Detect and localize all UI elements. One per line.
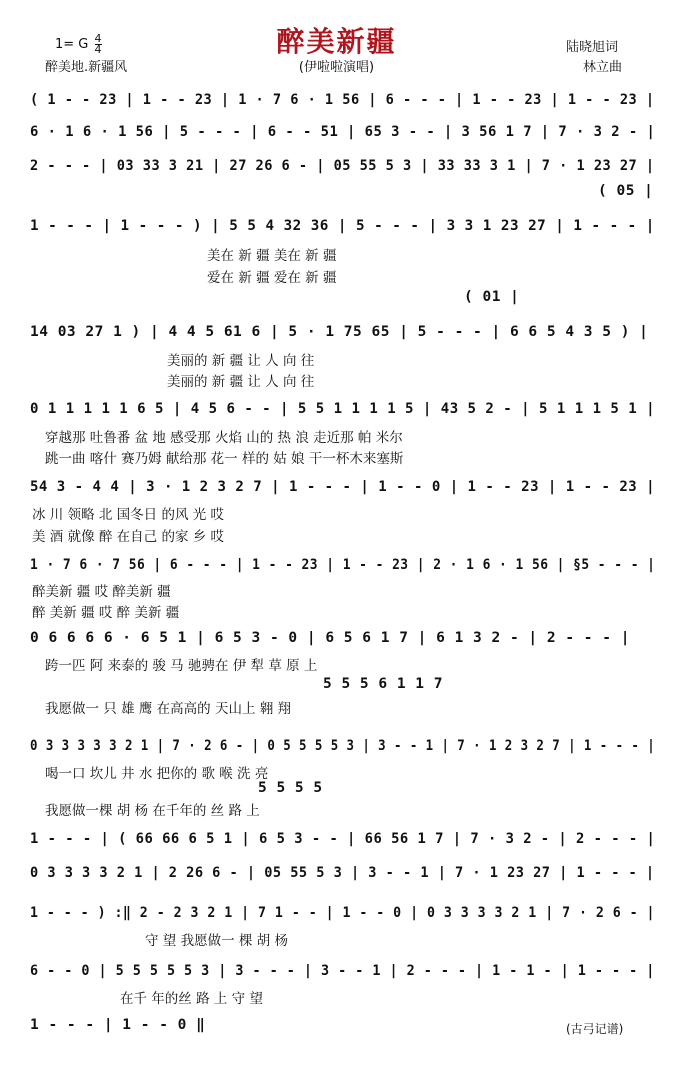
lyric-line: 爱在 新 疆 爱在 新 疆 — [207, 270, 337, 286]
notation-line: 6 · 1 6 · 1 56 | 5 - - - | 6 - - 51 | 65 3 - - | 3 56 1 7 | 7 · 3 2 - | — [30, 124, 656, 140]
notation-line: 0 6 6 6 6 · 6 5 1 | 6 5 3 - 0 | 6 5 6 1 7 | 6 1 3 2 - | 2 - - - | — [30, 630, 630, 646]
notation-line: 1 - - - | 1 - - - ) | 5 5 4 32 36 | 5 - - - | 3 3 1 23 27 | 1 - - - | — [30, 218, 655, 234]
lyric-line: 跨一匹 阿 来泰的 骏 马 驰骋在 伊 犁 草 原 上 — [45, 658, 318, 674]
notation-line: ( 1 - - 23 | 1 - - 23 | 1 · 7 6 · 1 56 | 6 - - - | 1 - - 23 | 1 - - 23 | — [30, 92, 655, 108]
lyric-line: 美 酒 就像 醉 在自己 的家 乡 哎 — [32, 529, 225, 545]
notation-line: 1 - - - | ( 66 66 6 5 1 | 6 5 3 - - | 66 56 1 7 | 7 · 3 2 - | 2 - - - | — [30, 831, 656, 847]
time-top: 4 — [94, 32, 102, 45]
lyric-line: 我愿做一 只 雄 鹰 在高高的 天山上 翱 翔 — [45, 701, 292, 717]
notation-line: 2 - - - | 03 33 3 21 | 27 26 6 - | 05 55 5 3 | 33 33 3 1 | 7 · 1 23 27 | — [30, 158, 655, 174]
notation-line: 6 - - 0 | 5 5 5 5 5 3 | 3 - - - | 3 - - 1 | 2 - - - | 1 - 1 - | 1 - - - | — [30, 963, 655, 979]
lyricist: 陆晓旭词 — [566, 40, 619, 55]
lyric-line: 冰 川 领略 北 国冬日 的风 光 哎 — [32, 507, 225, 523]
subtitle-left: 醉美地.新疆风 — [45, 60, 128, 75]
lyric-line: 醉美新 疆 哎 醉美新 疆 — [32, 584, 171, 600]
notation-line: 0 1 1 1 1 1 6 5 | 4 5 6 - - | 5 5 1 1 1 1 5 | 43 5 2 - | 5 1 1 1 5 1 | — [30, 401, 656, 417]
key-signature — [55, 34, 102, 55]
key-text: 1= G — [55, 37, 89, 52]
lyric-line: 穿越那 吐鲁番 盆 地 感受那 火焰 山的 热 浪 走近那 帕 米尔 — [45, 430, 403, 446]
composer: 林立曲 — [583, 60, 623, 75]
notation-line: 1 - - - ) :‖ 2 - 2 3 2 1 | 7 1 - - | 1 - - 0 | 0 3 3 3 3 2 1 | 7 · 2 6 - | — [30, 905, 656, 921]
notation-line: 5 5 5 5 — [258, 780, 323, 796]
lyric-line: 美在 新 疆 美在 新 疆 — [207, 248, 337, 264]
transcriber-note: (古弓记谱) — [566, 1022, 624, 1036]
lyric-line: 美丽的 新 疆 让 人 向 往 — [167, 353, 315, 369]
notation-line: 0 3 3 3 3 3 2 1 | 7 · 2 6 - | 0 5 5 5 5 3 | 3 - - 1 | 7 · 1 2 3 2 7 | 1 - - - | — [30, 738, 656, 754]
notation-line: 14 03 27 1 ) | 4 4 5 61 6 | 5 · 1 75 65 | 5 - - - | 6 6 5 4 3 5 ) | — [30, 324, 649, 340]
performer-note: (伊啦啦演唱) — [298, 60, 375, 75]
notation-line: 54 3 - 4 4 | 3 · 1 2 3 2 7 | 1 - - - | 1 - - 0 | 1 - - 23 | 1 - - 23 | — [30, 479, 656, 495]
lyric-line: 醉 美新 疆 哎 醉 美新 疆 — [32, 605, 180, 621]
time-signature — [95, 34, 102, 55]
notation-line: 5 5 5 6 1 1 7 — [323, 676, 443, 692]
lyric-line: 在千 年的丝 路 上 守 望 — [120, 991, 263, 1007]
time-bottom: 4 — [94, 43, 102, 56]
notation-line: 1 · 7 6 · 7 56 | 6 - - - | 1 - - 23 | 1 - - 23 | 2 · 1 6 · 1 56 | §5 - - - | — [30, 557, 656, 573]
lyric-line: 美丽的 新 疆 让 人 向 往 — [167, 374, 315, 390]
notation-line: ( 05 | — [598, 183, 654, 199]
lyric-line: 我愿做一棵 胡 杨 在千年的 丝 路 上 — [45, 803, 260, 819]
lyric-line: 守 望 我愿做一 棵 胡 杨 — [145, 933, 288, 949]
notation-line: ( 01 | — [464, 289, 520, 305]
notation-line: 0 3 3 3 3 2 1 | 2 26 6 - | 05 55 5 3 | 3 - - 1 | 7 · 1 23 27 | 1 - - - | — [30, 865, 655, 881]
song-title: 醉美新疆 — [276, 25, 397, 58]
lyric-line: 喝一口 坎儿 井 水 把你的 歌 喉 洗 亮 — [45, 766, 269, 782]
notation-line: 1 - - - | 1 - - 0 ‖ — [30, 1017, 206, 1033]
lyric-line: 跳一曲 喀什 赛乃姆 献给那 花一 样的 姑 娘 干一杯木来塞斯 — [45, 451, 404, 467]
